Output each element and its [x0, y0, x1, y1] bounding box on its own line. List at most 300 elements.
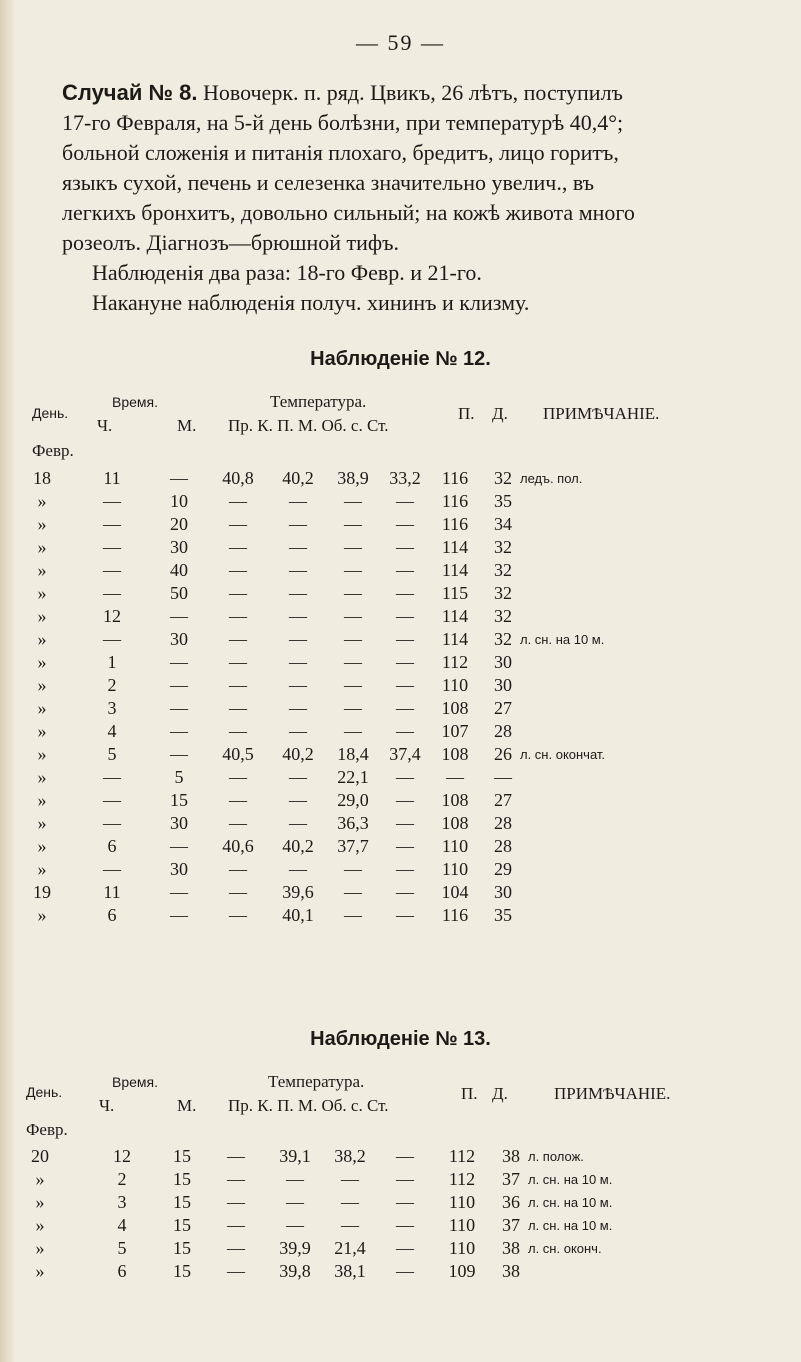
table-cell: 112 — [441, 652, 469, 672]
table-cell: 29 — [494, 859, 512, 879]
table-cell: — — [229, 514, 247, 534]
table-cell: » — [37, 652, 47, 672]
table-cell: 30 — [494, 652, 512, 672]
table-cell: 38 — [502, 1146, 520, 1166]
table-cell: 15 — [173, 1146, 191, 1166]
table-cell: 116 — [441, 491, 469, 511]
col-temperature: Температура. — [268, 1072, 365, 1091]
table-cell: 18 — [33, 468, 51, 488]
table-cell: 116 — [441, 905, 469, 925]
table-cell: — — [170, 675, 188, 695]
table-cell: » — [35, 1261, 45, 1281]
table-cell: — — [344, 560, 362, 580]
table-cell: 109 — [448, 1261, 476, 1281]
table-cell: 29,0 — [337, 790, 369, 810]
col-pulse: П. — [458, 404, 475, 423]
table-cell: 26 — [494, 744, 512, 764]
table-cell: — — [170, 836, 188, 856]
table-cell: 5 — [117, 1238, 127, 1258]
table-cell: 36 — [502, 1192, 520, 1212]
table-cell: — — [344, 652, 362, 672]
table-cell: — — [227, 1261, 245, 1281]
table-cell: 28 — [494, 721, 512, 741]
table-cell: 11 — [103, 882, 121, 902]
table-cell: 116 — [441, 468, 469, 488]
table-cell: — — [286, 1192, 304, 1212]
case-line: языкъ сухой, печень и селезенка значительно увелич., въ — [62, 170, 595, 195]
col-breath: Д. — [492, 404, 508, 423]
table-cell: » — [35, 1238, 45, 1258]
table-cell: — — [170, 744, 188, 764]
table-cell: » — [37, 606, 47, 626]
table-cell: — — [103, 537, 121, 557]
table-cell: 40,2 — [282, 744, 314, 764]
table-cell: 15 — [173, 1261, 191, 1281]
table-cell: 28 — [494, 813, 512, 833]
table-cell: — — [344, 514, 362, 534]
table-cell: 15 — [173, 1192, 191, 1212]
col-temperature: Температура. — [270, 392, 367, 411]
table-cell: — — [396, 583, 414, 603]
table-cell: — — [344, 882, 362, 902]
table-row — [0, 606, 801, 629]
table-cell: — — [227, 1192, 245, 1212]
table-cell: — — [396, 905, 414, 925]
table-cell: — — [344, 606, 362, 626]
table-cell: 5 — [174, 767, 184, 787]
table-cell: — — [229, 882, 247, 902]
table-cell: » — [37, 491, 47, 511]
table-cell: 27 — [494, 698, 512, 718]
table-cell: — — [396, 1261, 414, 1281]
table-cell: — — [170, 905, 188, 925]
table-cell: — — [289, 721, 307, 741]
table-cell: — — [227, 1238, 245, 1258]
table-cell: 36,3 — [337, 813, 369, 833]
table-cell: » — [37, 790, 47, 810]
table-cell: » — [37, 721, 47, 741]
case-line: 17-го Февраля, на 5-й день болѣзни, при температурѣ 40,4°; — [62, 110, 624, 135]
table-cell: 30 — [494, 882, 512, 902]
table-cell: 114 — [441, 629, 469, 649]
table-cell: 108 — [441, 790, 469, 810]
table-cell: 6 — [107, 905, 117, 925]
table-row — [0, 1215, 801, 1238]
table-cell: 15 — [173, 1169, 191, 1189]
table-row — [0, 652, 801, 675]
table-cell: » — [37, 905, 47, 925]
table-cell: 116 — [441, 514, 469, 534]
table-cell: 110 — [441, 859, 469, 879]
table-cell: 1 — [107, 652, 117, 672]
table-cell: 35 — [494, 905, 512, 925]
table-cell: — — [227, 1215, 245, 1235]
table-cell: — — [170, 698, 188, 718]
col-pulse: П. — [461, 1084, 478, 1103]
table-cell: — — [286, 1215, 304, 1235]
table-cell: 108 — [441, 813, 469, 833]
table-row — [0, 767, 801, 790]
table-cell: — — [229, 491, 247, 511]
table-cell: — — [229, 652, 247, 672]
table-cell: 39,9 — [279, 1238, 311, 1258]
table-13-title: Наблюденіе № 13. — [310, 1028, 491, 1050]
table-cell: — — [103, 629, 121, 649]
table-cell: — — [229, 721, 247, 741]
table-cell: — — [229, 859, 247, 879]
table-cell: — — [344, 629, 362, 649]
table-cell: — — [344, 721, 362, 741]
table-row — [0, 675, 801, 698]
table-cell: 38,2 — [334, 1146, 366, 1166]
table-cell: » — [37, 698, 47, 718]
table-cell: 40,1 — [282, 905, 314, 925]
table-cell: — — [396, 629, 414, 649]
table-row — [0, 1238, 801, 1261]
table-cell: » — [37, 767, 47, 787]
table-cell: — — [344, 537, 362, 557]
table-cell: 6 — [117, 1261, 127, 1281]
table-cell: 38,9 — [337, 468, 369, 488]
table-cell: 30 — [494, 675, 512, 695]
table-cell: — — [396, 1146, 414, 1166]
col-temp-sites: Пр. К. П. М. Об. с. Ст. — [228, 416, 389, 435]
table-cell: — — [229, 698, 247, 718]
table-cell: — — [289, 767, 307, 787]
table-cell: 32 — [494, 583, 512, 603]
table-cell: — — [396, 859, 414, 879]
col-min: М. — [177, 416, 197, 435]
table-cell: 19 — [33, 882, 51, 902]
table-cell: — — [229, 813, 247, 833]
table-cell: » — [35, 1192, 45, 1212]
table-cell: 110 — [448, 1215, 476, 1235]
table-cell: 30 — [170, 537, 188, 557]
case-line: Накануне наблюденія получ. хининъ и клизму. — [92, 290, 530, 315]
table-cell: » — [37, 836, 47, 856]
case-line: Наблюденія два раза: 18-го Февр. и 21-го. — [92, 260, 482, 285]
table-cell: — — [341, 1169, 359, 1189]
table-cell: — — [396, 537, 414, 557]
table-cell: — — [396, 514, 414, 534]
table-cell: — — [396, 1192, 414, 1212]
table-cell: — — [103, 813, 121, 833]
table-cell: 115 — [441, 583, 469, 603]
table-cell: — — [344, 491, 362, 511]
table-cell: » — [37, 514, 47, 534]
table-cell: 114 — [441, 537, 469, 557]
table-cell: 114 — [441, 606, 469, 626]
table-cell: — — [103, 583, 121, 603]
table-row — [0, 836, 801, 859]
table-cell: 33,2 — [389, 468, 421, 488]
table-cell: 40,2 — [282, 836, 314, 856]
table-cell: л. сн. на 10 м. — [528, 1218, 613, 1233]
col-day: День. — [26, 1084, 63, 1100]
table-cell: — — [289, 491, 307, 511]
table-cell: — — [289, 514, 307, 534]
table-cell: 107 — [441, 721, 469, 741]
table-cell: 30 — [170, 629, 188, 649]
page-number: — 59 — — [356, 30, 445, 55]
table-cell: 30 — [170, 859, 188, 879]
table-cell: 15 — [173, 1238, 191, 1258]
table-cell: 3 — [117, 1192, 127, 1212]
table-cell: — — [396, 606, 414, 626]
table-cell: — — [103, 859, 121, 879]
table-cell: 32 — [494, 560, 512, 580]
table-cell: 104 — [441, 882, 469, 902]
table-row — [0, 1146, 801, 1169]
table-cell: — — [446, 767, 464, 787]
table-cell: — — [229, 560, 247, 580]
table-cell: 38,1 — [334, 1261, 366, 1281]
table-cell: — — [289, 790, 307, 810]
table-cell: 20 — [170, 514, 188, 534]
table-cell: 112 — [448, 1169, 476, 1189]
table-cell: » — [37, 629, 47, 649]
table-cell: — — [344, 583, 362, 603]
table-cell: — — [494, 767, 512, 787]
table-cell: 108 — [441, 744, 469, 764]
table-cell: 39,8 — [279, 1261, 311, 1281]
table-cell: 4 — [117, 1215, 127, 1235]
table-cell: — — [170, 882, 188, 902]
table-cell: — — [396, 1169, 414, 1189]
table-cell: 37,7 — [337, 836, 369, 856]
table-cell: — — [289, 813, 307, 833]
table-cell: 20 — [31, 1146, 49, 1166]
table-cell: — — [396, 790, 414, 810]
table-cell: — — [289, 606, 307, 626]
table-cell: — — [289, 560, 307, 580]
table-cell: — — [396, 1215, 414, 1235]
col-temp-sites: Пр. К. П. М. Об. с. Ст. — [228, 1096, 389, 1115]
col-breath: Д. — [492, 1084, 508, 1103]
case-label: Случай № 8. — [62, 80, 198, 105]
table-cell: — — [103, 491, 121, 511]
table-cell: — — [396, 767, 414, 787]
table-cell: — — [396, 836, 414, 856]
case-paragraph — [62, 78, 782, 108]
table-cell: 50 — [170, 583, 188, 603]
table-cell: 5 — [107, 744, 117, 764]
table-cell: 108 — [441, 698, 469, 718]
case-line: Новочерк. п. ряд. Цвикъ, 26 лѣтъ, поступилъ — [202, 80, 623, 105]
table-cell: 22,1 — [337, 767, 369, 787]
table-cell: — — [289, 629, 307, 649]
table-cell: 34 — [494, 514, 512, 534]
table-cell: 15 — [173, 1215, 191, 1235]
table-cell: 110 — [448, 1192, 476, 1212]
table-cell: ледъ. пол. — [520, 471, 583, 486]
table-cell: — — [229, 583, 247, 603]
table-cell: — — [396, 652, 414, 672]
case-line: легкихъ бронхитъ, довольно сильный; на кожѣ живота много — [62, 200, 635, 225]
col-time: Время. — [112, 394, 159, 410]
table-cell: 3 — [107, 698, 117, 718]
table-cell: — — [396, 721, 414, 741]
table-cell: 40,8 — [222, 468, 254, 488]
table-row — [0, 905, 801, 928]
table-cell: — — [227, 1146, 245, 1166]
table-cell: л. сн. оконч. — [528, 1241, 602, 1256]
table-cell: л. сн. окончат. — [520, 747, 606, 762]
table-row — [0, 537, 801, 560]
table-cell: — — [229, 606, 247, 626]
table-cell: 112 — [448, 1146, 476, 1166]
table-row — [0, 560, 801, 583]
table-cell: 32 — [494, 629, 512, 649]
table-row — [0, 1261, 801, 1284]
table-row — [0, 629, 801, 652]
table-cell: — — [396, 560, 414, 580]
table-cell: 32 — [494, 537, 512, 557]
table-cell: л. сн. на 10 м. — [528, 1172, 613, 1187]
table-cell: 28 — [494, 836, 512, 856]
col-min: М. — [177, 1096, 197, 1115]
table-cell: — — [170, 468, 188, 488]
table-cell: — — [289, 537, 307, 557]
table-row — [0, 744, 801, 767]
col-time: Время. — [112, 1074, 159, 1090]
table-cell: 37 — [502, 1215, 520, 1235]
table-cell: 30 — [170, 813, 188, 833]
table-cell: 110 — [441, 675, 469, 695]
table-cell: 40,5 — [222, 744, 254, 764]
table-cell: 39,6 — [282, 882, 314, 902]
col-remarks: ПРИМѢЧАНІЕ. — [543, 404, 660, 423]
table-cell: » — [37, 744, 47, 764]
table-cell: » — [37, 859, 47, 879]
table-cell: 4 — [107, 721, 117, 741]
table-row — [0, 790, 801, 813]
table-cell: 2 — [107, 675, 117, 695]
table-12-title: Наблюденіе № 12. — [310, 348, 491, 370]
table-cell: — — [396, 698, 414, 718]
table-cell: — — [289, 652, 307, 672]
col-hour: Ч. — [99, 1096, 115, 1115]
table-cell: — — [396, 813, 414, 833]
table-cell: 6 — [107, 836, 117, 856]
table-cell: 38 — [502, 1238, 520, 1258]
table-cell: — — [396, 882, 414, 902]
table-cell: — — [229, 790, 247, 810]
table-cell: » — [37, 560, 47, 580]
table-cell: 15 — [170, 790, 188, 810]
table-cell: 35 — [494, 491, 512, 511]
table-cell: 110 — [441, 836, 469, 856]
table-cell: — — [344, 859, 362, 879]
table-row — [0, 491, 801, 514]
table-cell: » — [37, 537, 47, 557]
table-cell: 27 — [494, 790, 512, 810]
case-line: больной сложенія и питанія плохаго, бредитъ, лицо горитъ, — [62, 140, 619, 165]
table-cell: 39,1 — [279, 1146, 311, 1166]
table-cell: 40,2 — [282, 468, 314, 488]
table-cell: 2 — [117, 1169, 127, 1189]
table-cell: 12 — [113, 1146, 131, 1166]
table-row — [0, 813, 801, 836]
table-cell: 21,4 — [334, 1238, 366, 1258]
table-cell: — — [396, 1238, 414, 1258]
table-cell: — — [344, 698, 362, 718]
table-cell: — — [286, 1169, 304, 1189]
table-cell: — — [341, 1215, 359, 1235]
table-cell: — — [170, 652, 188, 672]
table-row — [0, 468, 801, 491]
table-cell: » — [35, 1215, 45, 1235]
table-row — [0, 721, 801, 744]
table-cell: — — [170, 721, 188, 741]
table-cell: 37,4 — [389, 744, 421, 764]
table-cell: 10 — [170, 491, 188, 511]
table-cell: 32 — [494, 468, 512, 488]
table-cell: 114 — [441, 560, 469, 580]
table-cell: — — [396, 675, 414, 695]
col-month: Февр. — [32, 441, 74, 460]
table-cell: » — [37, 583, 47, 603]
table-cell: 18,4 — [337, 744, 369, 764]
table-cell: л. сн. на 10 м. — [528, 1195, 613, 1210]
table-cell: — — [170, 606, 188, 626]
table-cell: л. полож. — [528, 1149, 584, 1164]
table-cell: » — [37, 675, 47, 695]
table-cell: 12 — [103, 606, 121, 626]
table-cell: — — [229, 675, 247, 695]
table-cell: 11 — [103, 468, 121, 488]
table-row — [0, 583, 801, 606]
table-cell: 110 — [448, 1238, 476, 1258]
col-hour: Ч. — [97, 416, 113, 435]
table-cell: — — [103, 560, 121, 580]
table-cell: 32 — [494, 606, 512, 626]
col-month: Февр. — [26, 1120, 68, 1139]
table-cell: — — [229, 767, 247, 787]
table-cell: л. сн. на 10 м. — [520, 632, 605, 647]
table-cell: — — [229, 629, 247, 649]
table-cell: — — [103, 767, 121, 787]
table-cell: — — [341, 1192, 359, 1212]
table-cell: — — [289, 583, 307, 603]
table-cell: — — [227, 1169, 245, 1189]
table-cell: — — [229, 537, 247, 557]
table-cell: — — [396, 491, 414, 511]
table-cell: 40 — [170, 560, 188, 580]
col-remarks: ПРИМѢЧАНІЕ. — [554, 1084, 671, 1103]
table-cell: — — [289, 675, 307, 695]
table-cell: 37 — [502, 1169, 520, 1189]
table-row — [0, 882, 801, 905]
table-cell: » — [37, 813, 47, 833]
table-row — [0, 1169, 801, 1192]
table-cell: 38 — [502, 1261, 520, 1281]
table-cell: — — [289, 859, 307, 879]
table-row — [0, 698, 801, 721]
table-cell: — — [229, 905, 247, 925]
table-row — [0, 859, 801, 882]
table-row — [0, 1192, 801, 1215]
col-day: День. — [32, 405, 69, 421]
table-cell: — — [344, 905, 362, 925]
table-cell: — — [103, 514, 121, 534]
table-cell: 40,6 — [222, 836, 254, 856]
table-cell: — — [103, 790, 121, 810]
table-cell: » — [35, 1169, 45, 1189]
table-cell: — — [289, 698, 307, 718]
table-row — [0, 514, 801, 537]
case-line: розеолъ. Діагнозъ—брюшной тифъ. — [62, 230, 400, 255]
